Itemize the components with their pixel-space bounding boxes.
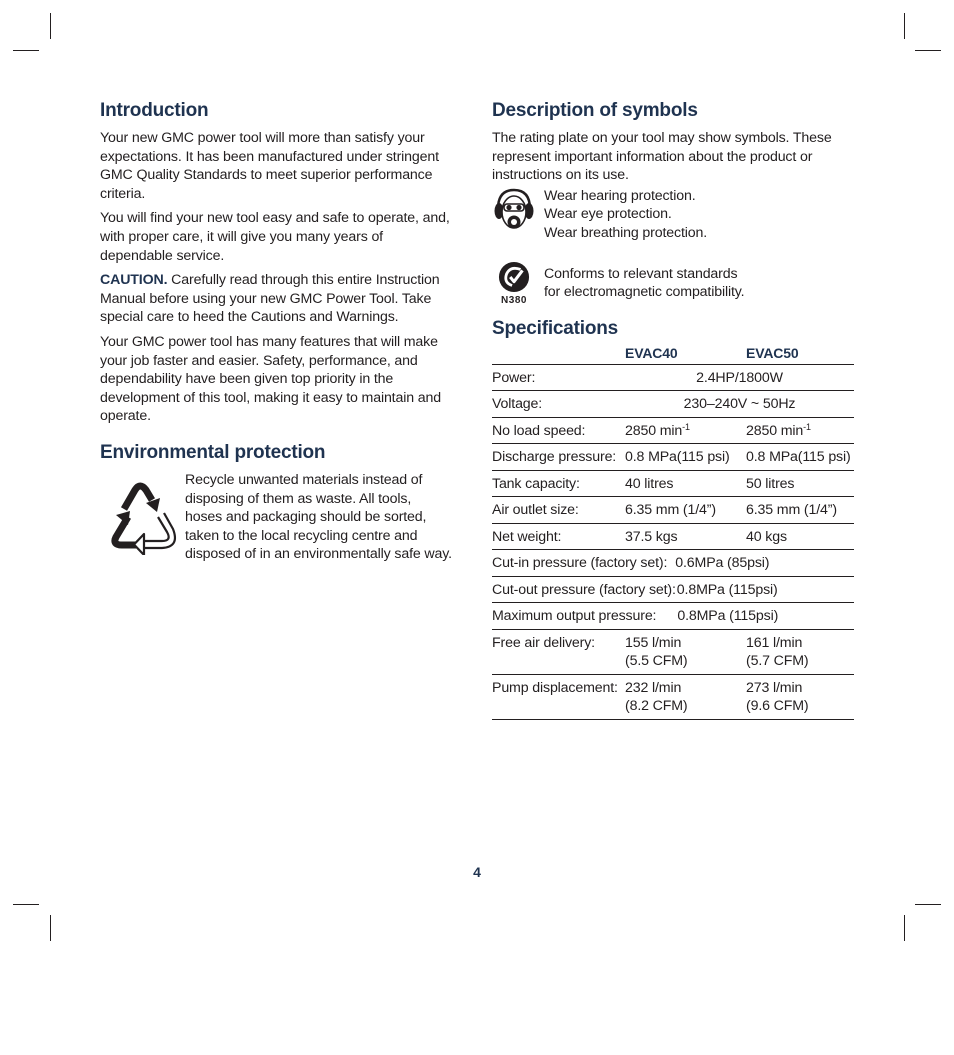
table-header-row — [492, 345, 854, 365]
spec-value-evac40 — [625, 674, 746, 719]
column-header: EVAC40 — [625, 345, 746, 365]
value-line: 232 l/min — [625, 679, 682, 696]
spec-value-evac50 — [746, 417, 854, 444]
speed-value: 2850 min — [625, 422, 683, 439]
c-tick-code: N380 — [501, 294, 527, 306]
page-number: 4 — [473, 864, 481, 880]
column-header: EVAC50 — [746, 345, 854, 365]
spec-label: Free air delivery: — [492, 629, 625, 674]
column-header — [492, 345, 625, 365]
introduction-paragraph: Your GMC power tool has many features that will make your job faster and easier. Safety, performance, and dependability have been given top priority in the development of this tool, making it easy to maintain and operate. — [100, 333, 441, 425]
environmental-heading: Environmental protection — [100, 441, 326, 463]
introduction-paragraph: Your new GMC power tool will more than satisfy your expectations. It has been manufactured under stringent GMC Quality Standards to meet superior performance criteria. — [100, 130, 439, 202]
c-tick-symbol-row — [492, 261, 854, 306]
table-row — [492, 497, 854, 524]
hearing-eye-breathing-protection-icon — [492, 187, 536, 233]
value-line: (9.6 CFM) — [746, 698, 809, 715]
value-line: 161 l/min — [746, 634, 803, 651]
spec-value: 0.8MPa (115psi) — [677, 608, 779, 625]
spec-label: Net weight: — [492, 523, 625, 550]
spec-value-evac40: 40 litres — [625, 470, 746, 497]
spec-label: Cut-out pressure (factory set): — [492, 581, 676, 598]
table-row — [492, 523, 854, 550]
protection-symbol-row — [492, 187, 854, 243]
caution-text: Carefully read through this entire Instruction Manual before using your new GMC Power Tool. Take special care to heed the Cautions and Warnings. — [100, 272, 440, 326]
spec-value-evac40: 37.5 kgs — [625, 523, 746, 550]
table-row — [492, 364, 854, 391]
caution-label: CAUTION. — [100, 272, 168, 289]
specifications-table — [492, 345, 854, 720]
crop-mark — [915, 50, 941, 51]
spec-value-evac50 — [746, 674, 854, 719]
spec-combined-cell — [492, 576, 854, 603]
protection-line: Wear hearing protection. — [544, 187, 696, 204]
symbols-section — [492, 100, 854, 306]
crop-mark — [904, 915, 905, 941]
value-line: (5.7 CFM) — [746, 653, 809, 670]
value-line: (8.2 CFM) — [625, 698, 688, 715]
introduction-paragraph: You will find your new tool easy and safe to operate, and, with proper care, it will give you many years of dependable service. — [100, 210, 450, 264]
spec-label: Power: — [492, 364, 625, 391]
spec-value-evac40 — [625, 629, 746, 674]
specifications-section — [492, 318, 854, 720]
table-row — [492, 629, 854, 674]
table-row — [492, 391, 854, 418]
c-tick-line: Conforms to relevant standards — [544, 265, 738, 282]
spec-value: 2.4HP/1800W — [625, 364, 854, 391]
crop-mark — [13, 904, 39, 905]
spec-value-evac40: 6.35 mm (1/4”) — [625, 497, 746, 524]
environmental-section — [100, 442, 452, 570]
symbols-heading: Description of symbols — [492, 100, 698, 121]
spec-value: 0.6MPa (85psi) — [675, 555, 770, 572]
speed-value: 2850 min — [746, 422, 804, 439]
crop-mark — [13, 50, 39, 51]
spec-value-evac50 — [746, 629, 854, 674]
spec-value-evac40 — [625, 417, 746, 444]
speed-unit-exponent: -1 — [803, 421, 811, 432]
spec-label: Discharge pressure: — [492, 444, 625, 471]
crop-mark — [915, 904, 941, 905]
spec-value: 0.8MPa (115psi) — [676, 581, 778, 598]
value-line: 155 l/min — [625, 634, 682, 651]
specifications-heading: Specifications — [492, 317, 619, 339]
introduction-section — [100, 100, 452, 426]
value-line: 273 l/min — [746, 679, 803, 696]
spec-label: Tank capacity: — [492, 470, 625, 497]
spec-label: Pump displacement: — [492, 674, 625, 719]
crop-mark — [904, 13, 905, 39]
c-tick-line: for electromagnetic compatibility. — [544, 284, 745, 301]
spec-value-evac50: 6.35 mm (1/4”) — [746, 497, 854, 524]
crop-mark — [50, 13, 51, 39]
spec-value-evac40: 0.8 MPa(115 psi) — [625, 444, 746, 471]
environmental-text: Recycle unwanted materials instead of disposing of them as waste. All tools, hoses and packaging should be sorted, taken to the local recycling centre and disposed of in an environmentally safe way. — [185, 471, 452, 563]
value-line: (5.5 CFM) — [625, 653, 688, 670]
table-row — [492, 550, 854, 577]
spec-label: No load speed: — [492, 417, 625, 444]
spec-value-evac50: 50 litres — [746, 470, 854, 497]
left-column — [100, 100, 452, 570]
spec-label: Air outlet size: — [492, 497, 625, 524]
spec-label: Voltage: — [492, 391, 625, 418]
right-column — [492, 100, 854, 720]
table-row — [492, 417, 854, 444]
protection-line: Wear breathing protection. — [544, 224, 708, 241]
crop-mark — [50, 915, 51, 941]
spec-combined-cell — [492, 603, 854, 630]
spec-label: Cut-in pressure (factory set): — [492, 555, 668, 572]
caution-paragraph — [100, 271, 452, 327]
protection-line: Wear eye protection. — [544, 206, 672, 223]
symbols-intro: The rating plate on your tool may show symbols. These represent important information about the product or instructions on its use. — [492, 130, 832, 184]
table-row — [492, 603, 854, 630]
table-row — [492, 444, 854, 471]
introduction-heading: Introduction — [100, 100, 209, 121]
spec-label: Maximum output pressure: — [492, 608, 657, 625]
spec-combined-cell — [492, 550, 854, 577]
spec-value-evac50: 40 kgs — [746, 523, 854, 550]
table-row — [492, 674, 854, 719]
spec-value: 230–240V ~ 50Hz — [625, 391, 854, 418]
c-tick-icon — [498, 261, 530, 293]
c-tick-mark — [492, 261, 536, 306]
table-row — [492, 470, 854, 497]
speed-unit-exponent: -1 — [682, 421, 690, 432]
spec-value-evac50: 0.8 MPa(115 psi) — [746, 444, 854, 471]
table-row — [492, 576, 854, 603]
recycle-icon — [100, 475, 182, 555]
